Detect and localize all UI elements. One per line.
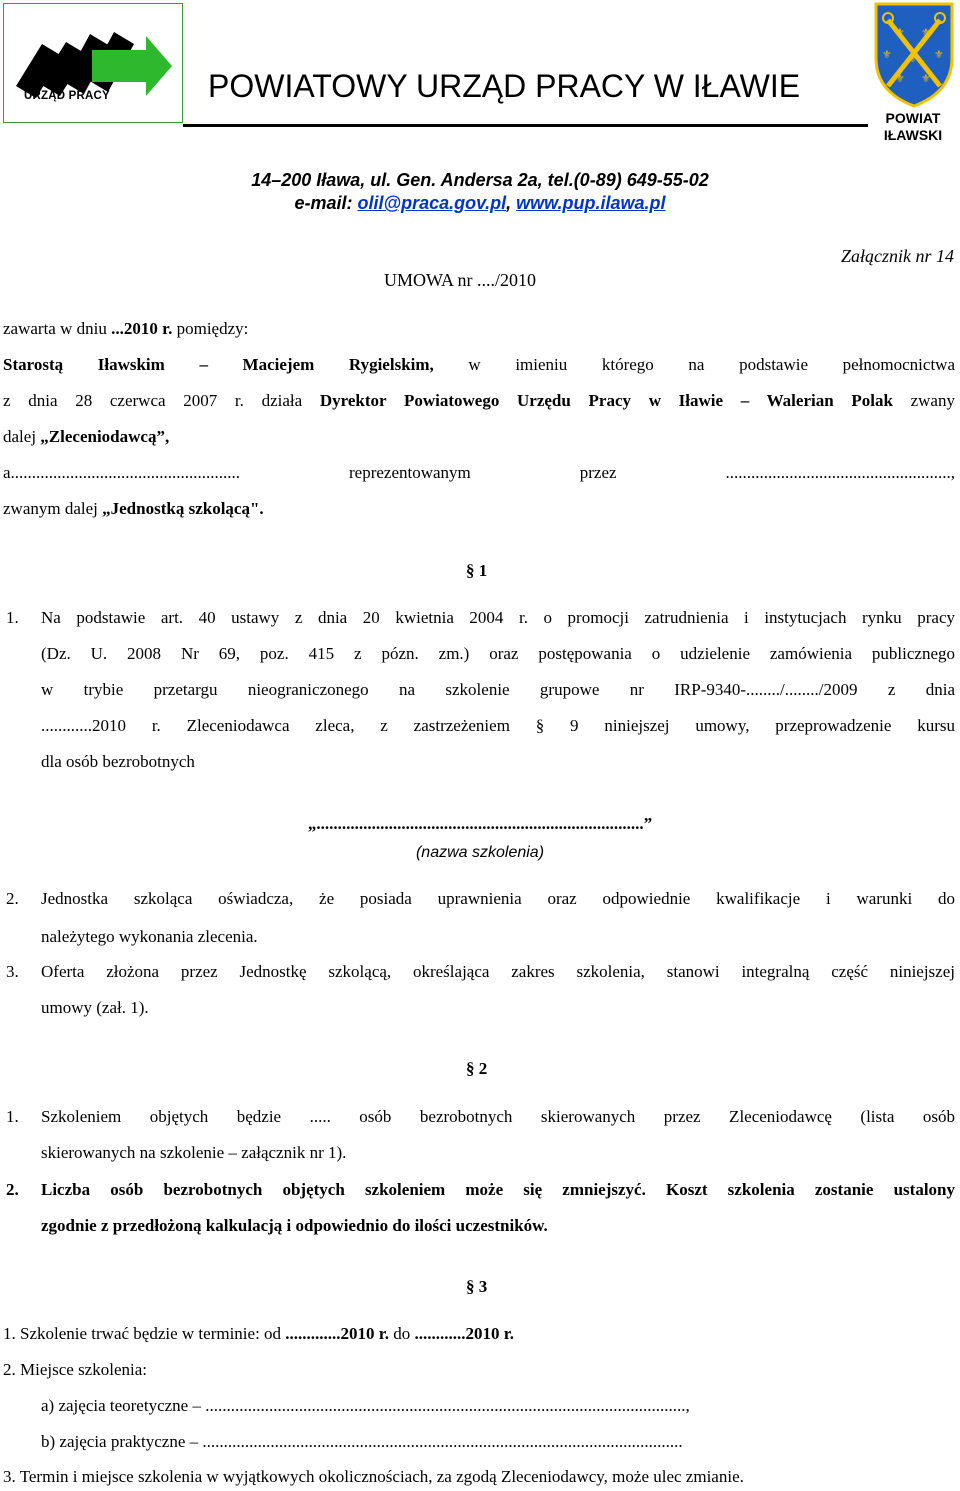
intro-line-6 [3,499,955,519]
s2-p2-line-1: Liczba osób bezrobotnych objętych szkoleniem może się zmniejszyć. Koszt szkolenia zostanie ustalony [41,1180,955,1199]
attachment-label: Załącznik nr 14 [840,246,954,266]
header-divider [183,124,868,127]
s2-p1-number: 1. [6,1107,19,1126]
s1-p3-line-1: Oferta złożona przez Jednostkę szkolącą, określająca zakres szkolenia, stanowi integralną część niniejszej [41,962,955,981]
s3-p1-text: do [389,1324,415,1343]
intro-text: zwanym dalej [3,499,103,518]
s1-p1-line-4: ............2010 r. Zleceniodawca zleca, z zastrzeżeniem § 9 niniejszej umowy, przeprowadzenie kursu [41,716,955,735]
intro-line-5: a...................................................... reprezentowanym przez ....................................................., [3,463,955,482]
powiat-line1: POWIAT [885,110,941,126]
svg-text:⚜: ⚜ [921,72,931,85]
svg-text:⚜: ⚜ [895,26,905,39]
coat-of-arms-icon [868,0,960,110]
s3-p2-a: a) zajęcia teoretyczne – ................................................................................................................., [41,1396,690,1415]
s1-p2-number: 2. [6,889,19,908]
powiat-line2: IŁAWSKI [883,127,943,143]
svg-text:⚜: ⚜ [882,48,892,61]
s1-p1-line-2: (Dz. U. 2008 Nr 69, poz. 415 z pózn. zm.) oraz postępowania o udzielenie zamówienia publicznego [41,644,955,663]
s1-p1-line-5: dla osób bezrobotnych [41,752,195,771]
course-name-caption: (nazwa szkolenia) [415,844,545,861]
intro-line-2 [3,355,955,375]
urzad-pracy-logo [3,3,183,123]
s1-p2-line-2: należytego wykonania zlecenia. [41,927,258,946]
s3-p2-b: b) zajęcia praktyczne – ................................................................................................................. [41,1432,683,1451]
intro-text: zwany [892,391,955,410]
s3-p1 [3,1324,955,1344]
s1-p3-number: 3. [6,962,19,981]
party-jednostka: „Jednostką szkolącą". [102,499,264,518]
logo-text: URZĄD PRACY [24,90,110,102]
s1-p1-line-3: w trybie przetargu nieograniczonego na szkolenie grupowe nr IRP-9340-......../......../2009 z dnia [41,680,955,699]
intro-text: z dnia 28 czerwca 2007 r. działa [3,391,320,410]
email-prefix: e-mail: [294,193,358,213]
director-name: Dyrektor Powiatowego Urzędu Pracy w Iławie – Walerian Polak [319,391,893,410]
section-2-title: § 2 [466,1059,488,1078]
s1-p1-line-1: Na podstawie art. 40 ustawy z dnia 20 kwietnia 2004 r. o promocji zatrudnienia i instytucjach rynku pracy [41,608,955,627]
intro-line-3 [3,391,955,411]
intro-text: dalej [3,427,41,446]
office-title: POWIATOWY URZĄD PRACY W IŁAWIE [208,68,801,104]
s2-p2-number: 2. [6,1180,19,1199]
powiat-label [870,110,956,144]
s1-p2-line-1: Jednostka szkoląca oświadcza, że posiada uprawnienia oraz odpowiednie kwalifikacje i warunki do [41,889,955,908]
s3-p2: 2. Miejsce szkolenia: [3,1360,147,1379]
website-link[interactable]: www.pup.ilawa.pl [516,193,666,213]
s2-p1-line-1: Szkoleniem objętych będzie ..... osób bezrobotnych skierowanych przez Zleceniodawcę (lista osób [41,1107,955,1126]
svg-text:⚜: ⚜ [895,72,905,85]
intro-text: zawarta w dniu [3,319,112,338]
intro-text: w imieniu którego na podstawie pełnomocnictwa [433,355,955,374]
s2-p2-line-2: zgodnie z przedłożoną kalkulacją i odpowiednio do ilości uczestników. [41,1216,548,1235]
party-zleceniodawca: „Zleceniodawcą”, [40,427,170,446]
intro-line-1 [3,319,955,339]
intro-text: pomiędzy: [172,319,249,338]
contact-separator: , [506,193,517,213]
intro-line-4 [3,427,955,447]
email-link[interactable]: olil@praca.gov.pl [357,193,507,213]
s3-end-date: ............2010 r. [414,1324,515,1343]
s1-p1-number: 1. [6,608,19,627]
section-1-title: § 1 [466,561,488,580]
intro-date: ...2010 r. [111,319,173,338]
contact-line [0,193,960,214]
svg-text:⚜: ⚜ [934,48,944,61]
svg-text:⚜: ⚜ [908,52,918,65]
s3-p1-text: 1. Szkolenie trwać będzie w terminie: od [3,1324,286,1343]
s1-p3-line-2: umowy (zał. 1). [41,998,149,1017]
s2-p1-line-2: skierowanych na szkolenie – załącznik nr 1). [41,1143,347,1162]
svg-text:⚜: ⚜ [921,26,931,39]
s3-start-date: .............2010 r. [285,1324,390,1343]
s3-p3: 3. Termin i miejsce szkolenia w wyjątkowych okolicznościach, za zgodą Zleceniodawcy, może ulec zmianie. [3,1467,744,1486]
cards-arrow-icon [4,4,182,122]
contract-title: UMOWA nr ..../2010 [384,270,536,290]
address-line: 14–200 Iława, ul. Gen. Andersa 2a, tel.(0-89) 649-55-02 [251,170,709,190]
section-3-title: § 3 [466,1277,488,1296]
starosta-name: Starostą Iławskim – Maciejem Rygielskim, [3,355,434,374]
course-name-placeholder: „.............................................................................” [307,814,653,833]
